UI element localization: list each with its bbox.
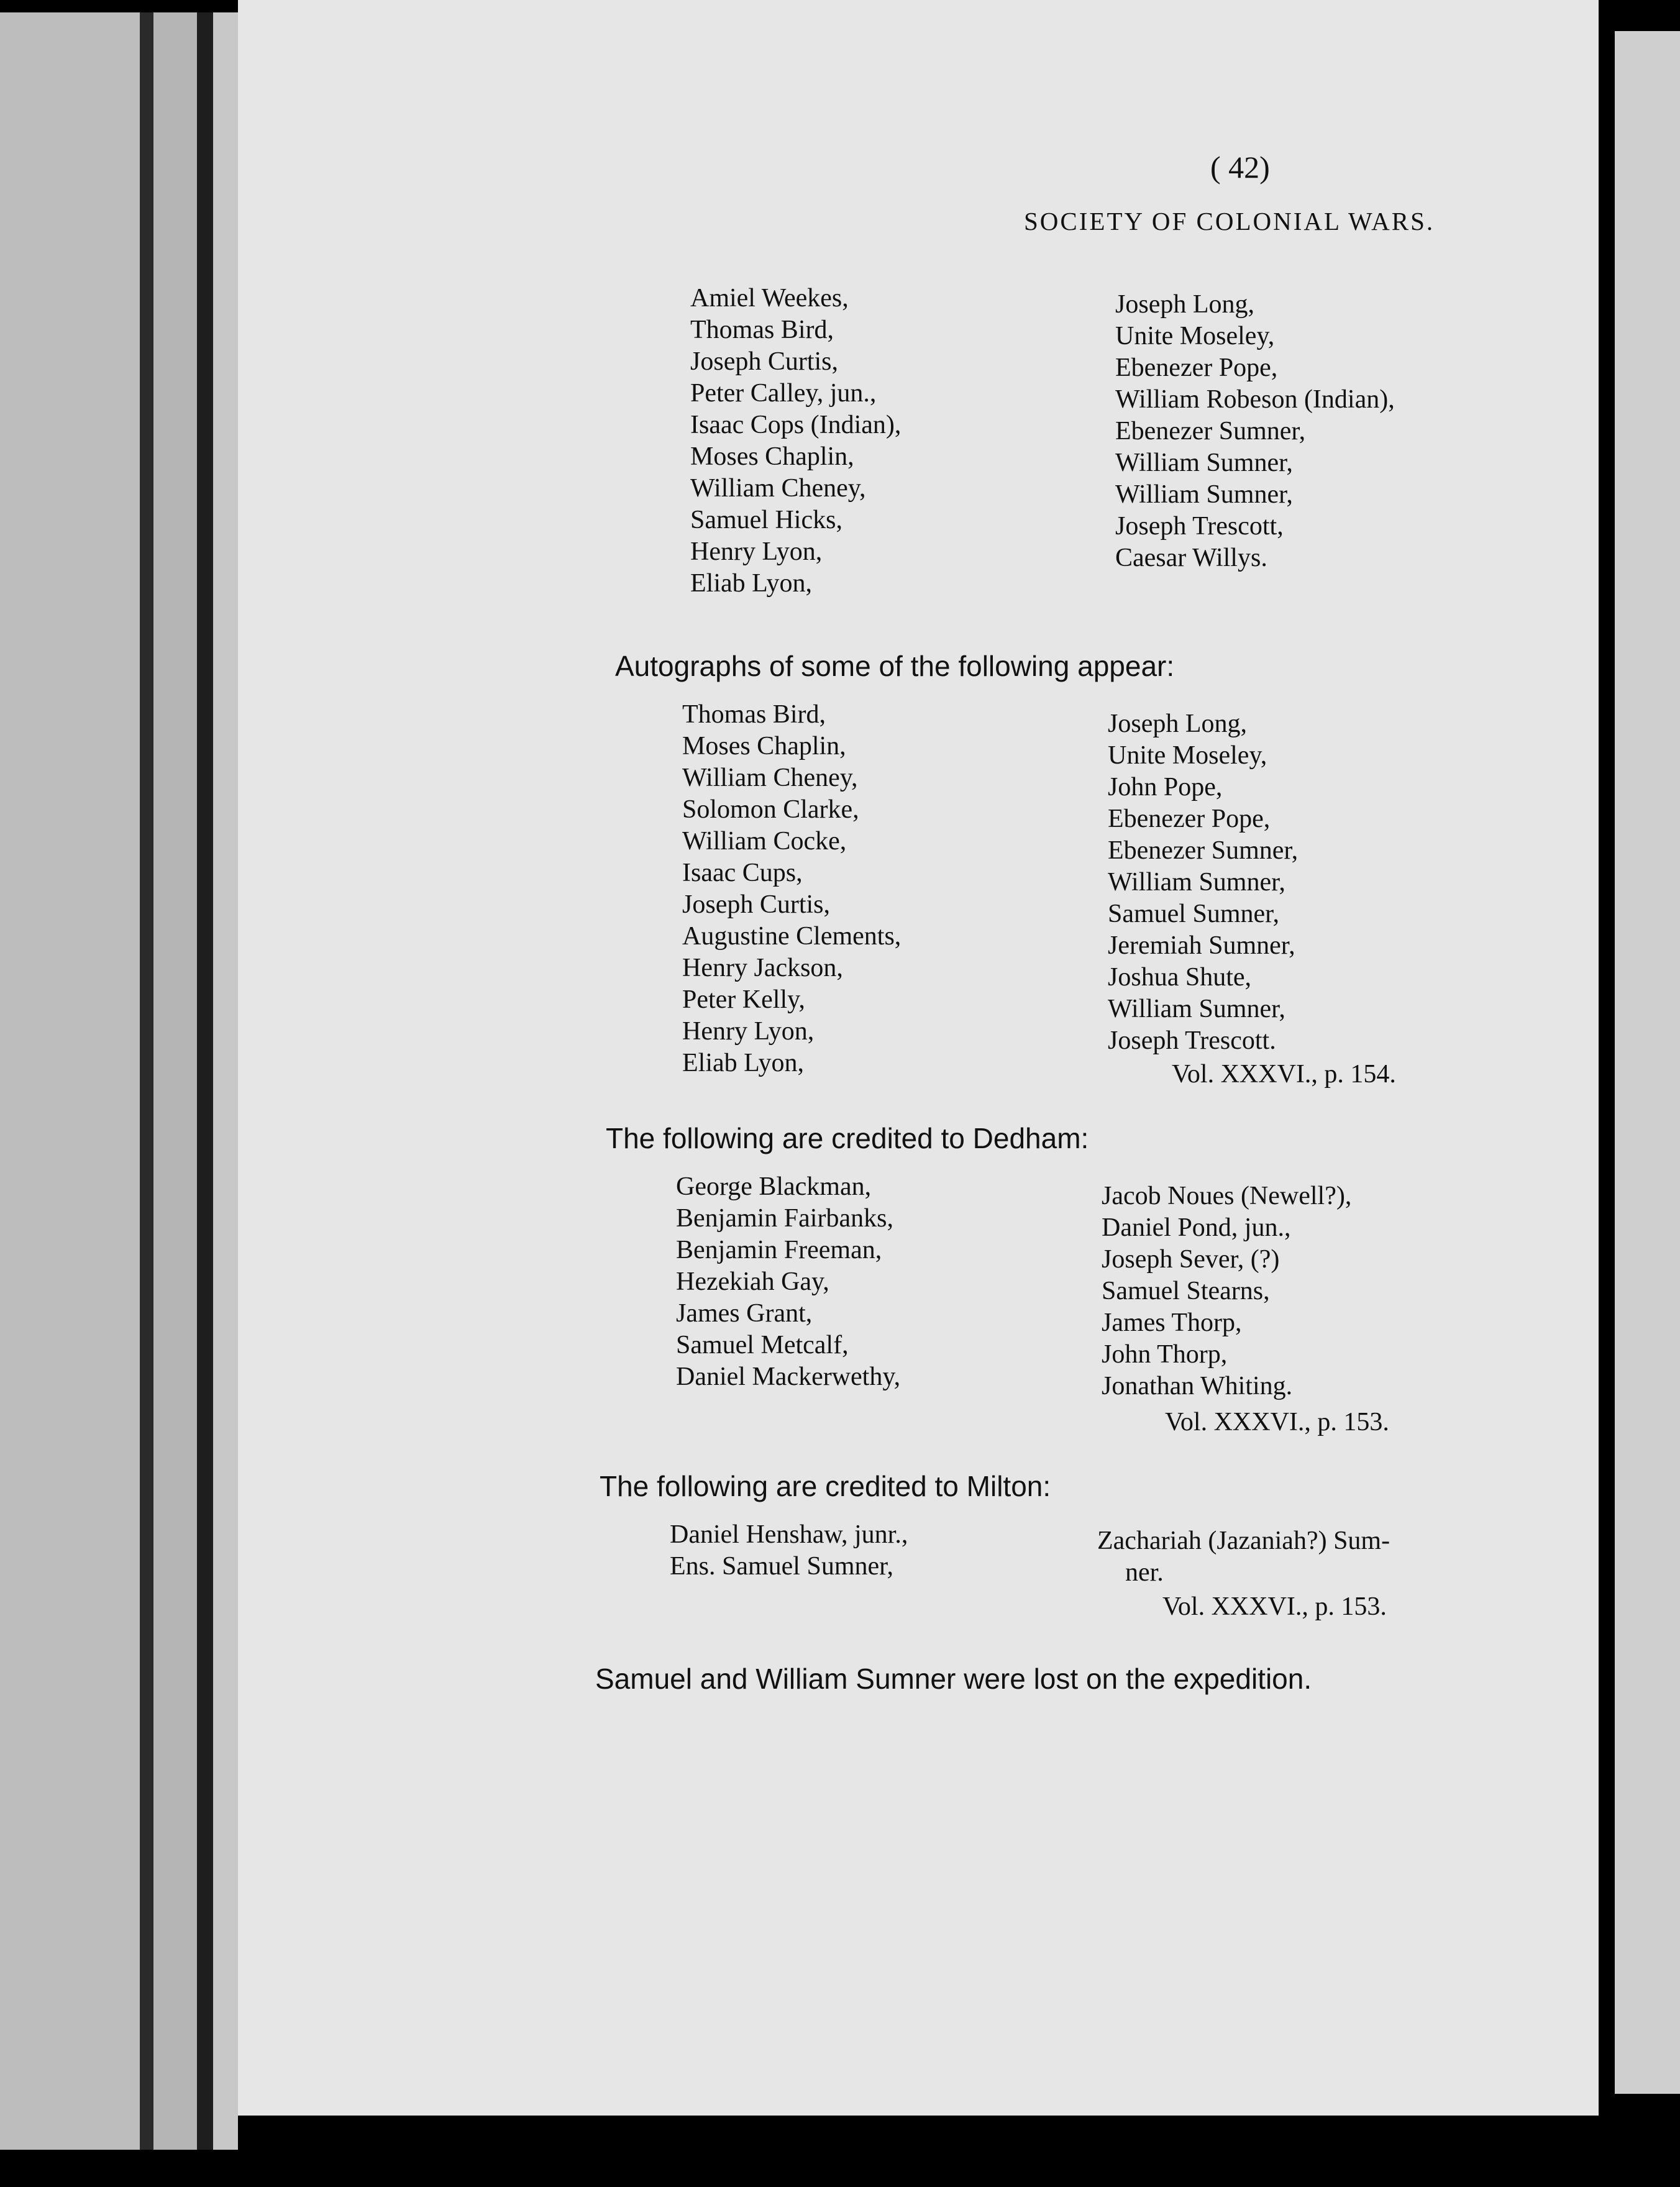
name-entry: Joseph Curtis, bbox=[682, 890, 831, 919]
name-entry: William Sumner, bbox=[1115, 480, 1293, 509]
name-entry: Jeremiah Sumner, bbox=[1108, 931, 1295, 960]
name-entry: Thomas Bird, bbox=[682, 700, 826, 729]
volume-reference: Vol. XXXVI., p. 154. bbox=[1172, 1060, 1396, 1089]
name-entry: Daniel Mackerwethy, bbox=[676, 1363, 901, 1391]
name-entry: Henry Jackson, bbox=[682, 954, 843, 982]
name-entry: James Grant, bbox=[676, 1299, 813, 1328]
name-entry: Joseph Trescott, bbox=[1115, 512, 1284, 541]
name-entry: James Thorp, bbox=[1102, 1308, 1242, 1337]
book-page bbox=[238, 0, 1599, 2116]
section3-left-column bbox=[676, 1171, 900, 1393]
section4-left-column bbox=[670, 1519, 908, 1582]
name-entry: William Robeson (Indian), bbox=[1115, 385, 1395, 414]
name-entry: Solomon Clarke, bbox=[682, 795, 859, 824]
facing-page-edge bbox=[1615, 31, 1680, 2094]
closing-note: Samuel and William Sumner were lost on the expedition. bbox=[595, 1663, 1312, 1695]
name-entry: Joseph Sever, (?) bbox=[1102, 1245, 1280, 1274]
name-entry: Henry Lyon, bbox=[690, 537, 823, 566]
name-entry: Daniel Henshaw, junr., bbox=[670, 1520, 908, 1549]
name-entry: Benjamin Fairbanks, bbox=[676, 1204, 893, 1233]
page-number: ( 42) bbox=[1210, 150, 1270, 185]
name-entry: Peter Kelly, bbox=[682, 985, 805, 1014]
name-entry: Zachariah (Jazaniah?) Sum- bbox=[1097, 1527, 1390, 1555]
book-edge-shadow bbox=[140, 12, 153, 2150]
name-entry: Samuel Hicks, bbox=[690, 506, 842, 534]
name-entry: Hezekiah Gay, bbox=[676, 1267, 829, 1296]
name-entry: William Cocke, bbox=[682, 827, 847, 856]
name-entry: Benjamin Freeman, bbox=[676, 1236, 882, 1264]
section4-right-column bbox=[1097, 1525, 1390, 1589]
name-entry: Jonathan Whiting. bbox=[1102, 1372, 1293, 1400]
name-entry: Eliab Lyon, bbox=[690, 569, 812, 598]
name-entry: Peter Calley, jun., bbox=[690, 379, 877, 408]
volume-reference: Vol. XXXVI., p. 153. bbox=[1165, 1408, 1389, 1436]
section2-left-column bbox=[682, 699, 901, 1079]
name-entry: Ebenezer Sumner, bbox=[1115, 417, 1306, 445]
book-edge-shadow bbox=[197, 12, 213, 2150]
section3-right-column bbox=[1102, 1180, 1351, 1402]
section1-right-column bbox=[1115, 289, 1395, 574]
section-heading-dedham: The following are credited to Dedham: bbox=[606, 1122, 1089, 1154]
name-entry: William Cheney, bbox=[690, 474, 866, 503]
name-entry: Joseph Trescott. bbox=[1108, 1026, 1276, 1055]
name-entry: Ebenezer Pope, bbox=[1115, 354, 1278, 382]
name-entry: William Cheney, bbox=[682, 764, 858, 792]
name-entry: George Blackman, bbox=[676, 1172, 872, 1201]
name-entry: Caesar Willys. bbox=[1115, 544, 1267, 572]
section1-left-column bbox=[690, 283, 901, 600]
name-entry: Isaac Cops (Indian), bbox=[690, 411, 902, 439]
name-entry: William Sumner, bbox=[1108, 995, 1285, 1023]
running-title: SOCIETY OF COLONIAL WARS. bbox=[1024, 207, 1435, 235]
name-entry: Unite Moseley, bbox=[1108, 741, 1267, 770]
name-entry: Joseph Curtis, bbox=[690, 347, 839, 376]
name-entry: John Thorp, bbox=[1102, 1340, 1228, 1369]
name-entry: Ebenezer Pope, bbox=[1108, 805, 1271, 833]
name-entry: Joseph Long, bbox=[1115, 290, 1254, 319]
name-entry: Augustine Clements, bbox=[682, 922, 902, 951]
name-entry: Samuel Metcalf, bbox=[676, 1331, 849, 1359]
book-edge bbox=[153, 12, 197, 2150]
name-entry: Unite Moseley, bbox=[1115, 322, 1275, 350]
name-entry: Samuel Sumner, bbox=[1108, 900, 1279, 928]
name-entry: Moses Chaplin, bbox=[682, 732, 846, 760]
section-heading-autographs: Autographs of some of the following appear: bbox=[615, 650, 1175, 682]
volume-reference: Vol. XXXVI., p. 153. bbox=[1162, 1592, 1387, 1621]
name-entry: Jacob Noues (Newell?), bbox=[1102, 1182, 1352, 1210]
name-entry: Samuel Stearns, bbox=[1102, 1277, 1270, 1305]
name-entry: Daniel Pond, jun., bbox=[1102, 1213, 1291, 1242]
section2-right-column bbox=[1108, 708, 1298, 1057]
name-entry: Joseph Long, bbox=[1108, 710, 1247, 738]
name-entry: John Pope, bbox=[1108, 773, 1223, 801]
name-entry: Thomas Bird, bbox=[690, 316, 834, 344]
name-entry: Ens. Samuel Sumner, bbox=[670, 1552, 893, 1581]
section-heading-milton: The following are credited to Milton: bbox=[600, 1470, 1051, 1502]
book-edge bbox=[213, 12, 238, 2150]
name-entry: Ebenezer Sumner, bbox=[1108, 836, 1299, 865]
name-entry: Amiel Weekes, bbox=[690, 284, 849, 313]
name-entry: ner. bbox=[1125, 1558, 1164, 1587]
name-entry: Moses Chaplin, bbox=[690, 442, 854, 471]
name-entry: Henry Lyon, bbox=[682, 1017, 815, 1046]
name-entry: Joshua Shute, bbox=[1108, 963, 1251, 992]
name-entry: Isaac Cups, bbox=[682, 859, 803, 887]
book-edge bbox=[0, 12, 143, 2150]
page-shadow bbox=[1599, 0, 1615, 2116]
name-entry: Eliab Lyon, bbox=[682, 1049, 804, 1077]
name-entry: William Sumner, bbox=[1115, 449, 1293, 477]
name-entry: William Sumner, bbox=[1108, 868, 1285, 897]
